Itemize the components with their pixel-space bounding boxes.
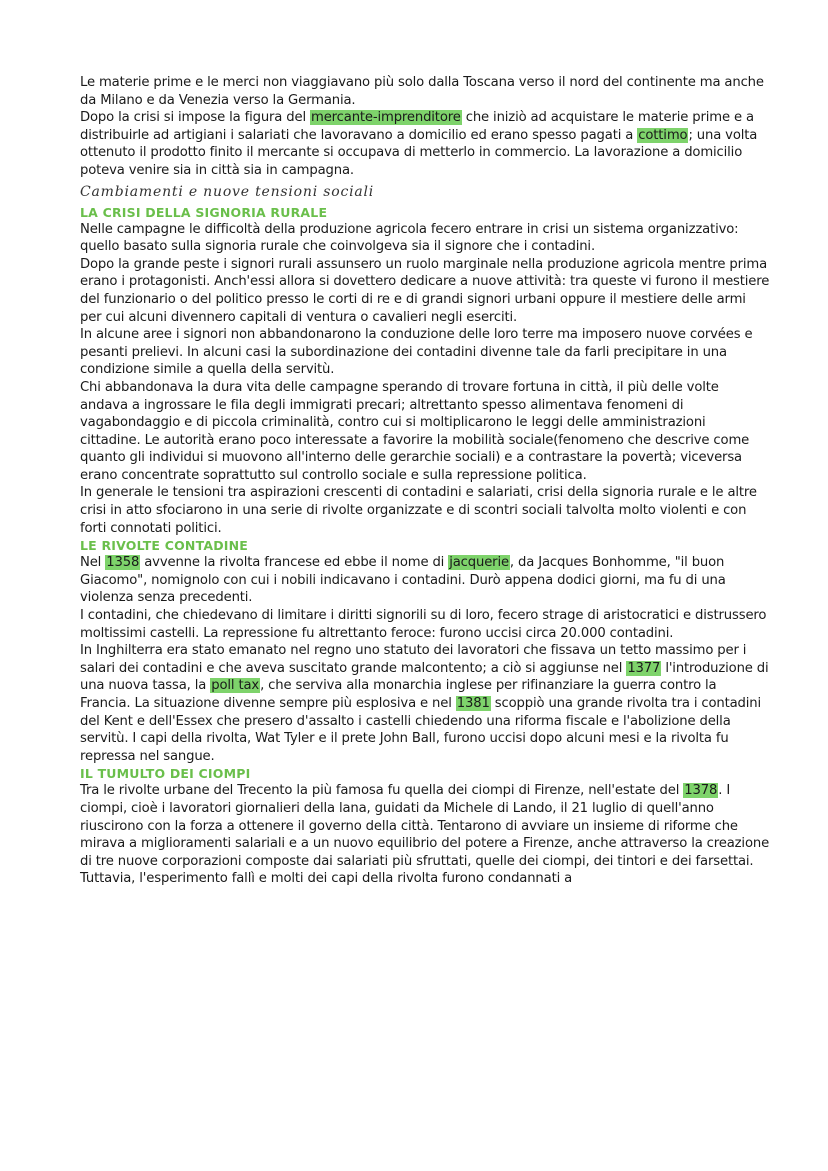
- highlight-poll-tax: poll tax: [211, 678, 260, 694]
- section1-paragraph-3: In alcune aree i signori non abbandonarono la conduzione delle loro terre ma imposero nuove corvées e pesanti prelievi. In alcuni casi la subordinazione dei contadini divenne tale da farli precipitare in una condizione simile a quella della servitù.: [80, 327, 753, 378]
- highlight-1377: 1377: [627, 660, 661, 676]
- section-heading-tumulto-ciompi: IL TUMULTO DEI CIOMPI: [80, 766, 251, 782]
- text-run: Dopo la crisi si impose la figura del: [80, 110, 311, 126]
- chapter-title: Cambiamenti e nuove tensioni sociali: [80, 183, 375, 200]
- highlight-mercante-imprenditore: mercante-imprenditore: [311, 110, 461, 126]
- section1-paragraph-5: In generale le tensioni tra aspirazioni crescenti di contadini e salariati, crisi della signoria rurale e le altre crisi in atto sfociarono in una serie di rivolte organizzate e di scontri sociali talvolta molto violenti e con forti connotati politici.: [80, 485, 757, 536]
- highlight-cottimo: cottimo: [638, 127, 688, 143]
- section-heading-rivolte-contadine: LE RIVOLTE CONTADINE: [80, 538, 249, 554]
- text-run: Nel: [80, 555, 106, 571]
- section1-paragraph-4: Chi abbandonava la dura vita delle campagne sperando di trovare fortuna in città, il più delle volte andava a ingrossare le fila degli immigrati precari; altrettanto spesso alimentava fenomeni di vagabondaggio e di piccola criminalità, contro cui si moltiplicarono le leggi delle amministrazioni cittadine. Le autorità erano poco interessate a favorire la mobilità sociale(fenomeno che descrive come quanto gli individui si muovono all'interno delle gerarchie sociali) e a contrastare la povertà; viceversa erano concentrate soprattutto sul controllo sociale e sulla repressione politica.: [80, 379, 750, 483]
- section2-paragraph-2: I contadini, che chiedevano di limitare i diritti signorili su di loro, fecero strage di aristocratici e distrussero moltissimi castelli. La repressione fu altrettanto feroce: furono uccisi circa 20.000 contadini.: [80, 608, 767, 641]
- text-run: avvenne la rivolta francese ed ebbe il nome di: [140, 555, 449, 571]
- highlight-1358: 1358: [106, 555, 140, 571]
- section1-paragraph-2: Dopo la grande peste i signori rurali assunsero un ruolo marginale nella produzione agricola mentre prima erano i protagonisti. Anch'essi allora si dovettero dedicare a nuove attività: tra queste vi furono il mestiere del funzionario o del politico presso le corti di re e di grandi signori urbani oppure il mestiere delle armi per cui alcuni divennero capitali di ventura o cavalieri negli eserciti.: [80, 256, 770, 325]
- intro-paragraph-1: Le materie prime e le merci non viaggiavano più solo dalla Toscana verso il nord del continente ma anche da Milano e da Venezia verso la Germania.: [80, 75, 764, 108]
- text-run: ; una volta ottenuto il prodotto finito il mercante si occupava di metterlo in commercio. La lavorazione a domicilio poteva venire sia in città sia in campagna.: [80, 127, 758, 178]
- section3-paragraph-1: [80, 782, 770, 888]
- text-run: che iniziò ad acquistare le materie prime e a distribuirle ad artigiani i salariati che lavoravano a domicilio ed erano spesso pagati a: [80, 110, 754, 143]
- section2-paragraph-1: [80, 554, 770, 607]
- section2-paragraph-3: [80, 642, 770, 765]
- text-run: . I ciompi, cioè i lavoratori giornalieri della lana, guidati da Michele di Lando, il 21 luglio di quell'anno riuscirono con la forza a ottenere il governo della città. Tentarono di avviare un insieme di riforme che mirava a miglioramenti salariali e a un nuovo equilibrio del potere a Firenze, anche attraverso la creazione di tre nuove corporazioni composte dai salariati più sfruttati, quelle dei ciompi, dei tintori e dei farsettai. Tuttavia, l'esperimento fallì e molti dei capi della rivolta furono condannati a: [80, 783, 770, 887]
- section1-paragraph-1: Nelle campagne le difficoltà della produzione agricola fecero entrare in crisi un sistema organizzativo: quello basato sulla signoria rurale che coinvolgeva sia il signore che i contadini.: [80, 221, 739, 255]
- intro-paragraph-2: [80, 109, 770, 179]
- text-run: l'introduzione di una nuova tassa, la: [80, 660, 769, 694]
- section-heading-crisi-signoria: LA CRISI DELLA SIGNORIA RURALE: [80, 204, 328, 220]
- text-run: , da Jacques Bonhomme, "il buon Giacomo", nomignolo con cui i nobili indicavano i contadini. Durò appena dodici giorni, ma fu di una violenza senza precedenti.: [80, 555, 726, 606]
- highlight-1378: 1378: [684, 783, 718, 799]
- text-run: Tra le rivolte urbane del Trecento la più famosa fu quella dei ciompi di Firenze, nell'estate del: [80, 783, 684, 799]
- highlight-1381: 1381: [456, 696, 490, 711]
- text-run: scoppiò una grande rivolta tra i contadini del Kent e dell'Essex che presero d'assalto i castelli chiedendo una riforma fiscale e l'abolizione della servitù. I capi della rivolta, Wat Tyler e il prete John Ball, furono uccisi dopo alcuni mesi e la rivolta fu repressa nel sangue.: [80, 696, 762, 764]
- document-page: [80, 74, 770, 888]
- text-run: In Inghilterra era stato emanato nel regno uno statuto dei lavoratori che fissava un tetto massimo per i salari dei contadini e che aveva suscitato grande malcontento; a ciò si aggiunse nel: [80, 643, 747, 676]
- highlight-jacquerie: jacquerie: [449, 555, 509, 571]
- text-run: , che serviva alla monarchia inglese per rifinanziare la guerra contro la Francia. La situazione divenne sempre più esplosiva e nel: [80, 678, 717, 711]
